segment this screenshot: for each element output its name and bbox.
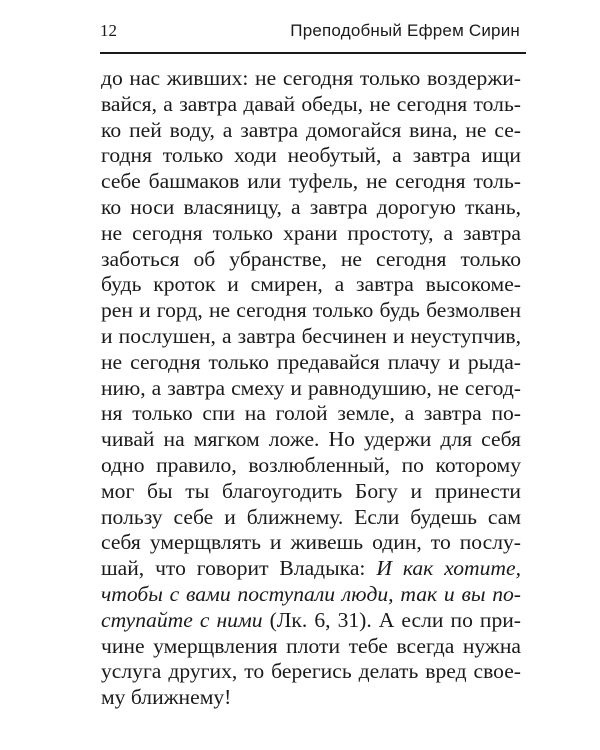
text-line — [101, 169, 521, 195]
text-segment: не сегодня только предавайся плачу и рыда- — [101, 349, 521, 374]
page-number: 12 — [100, 21, 117, 40]
text-line — [101, 118, 521, 144]
text-segment: шай, что говорит Владыка: — [101, 556, 377, 581]
text-segment: нию, а завтра смеху и равнодушию, не сегод- — [101, 375, 521, 400]
running-header — [100, 20, 520, 48]
text-segment: му ближнему! — [101, 685, 232, 710]
text-line — [101, 350, 521, 376]
text-line — [101, 634, 521, 660]
text-line — [101, 453, 521, 479]
text-segment: себя умерщвлять и живешь один, то послу- — [101, 530, 521, 555]
text-line — [101, 556, 521, 582]
text-segment: (Лк. 6, 31). А если по при- — [262, 607, 521, 632]
running-title: Преподобный Ефрем Сирин — [290, 21, 520, 40]
text-segment: пользу себе и ближнему. Если будешь сам — [101, 504, 521, 529]
text-line — [101, 298, 521, 324]
text-segment: ко пей воду, а завтра домогайся вина, не се- — [101, 117, 521, 142]
text-line — [101, 505, 521, 531]
text-segment: годня только ходи необутый, а завтра ищи — [101, 143, 521, 168]
text-segment: чивай на мягком ложе. Но удержи для себя — [101, 427, 521, 452]
text-line — [101, 92, 521, 118]
text-segment: до нас живших: не сегодня только воздержи- — [101, 66, 521, 90]
text-line — [101, 272, 521, 298]
text-segment: одно правило, возлюбленный, по которому — [101, 452, 521, 477]
text-line — [101, 221, 521, 247]
text-line — [101, 401, 521, 427]
text-line — [101, 143, 521, 169]
text-line — [101, 376, 521, 402]
text-line — [101, 685, 521, 711]
text-segment: услуга других, то берегись делать вред свое- — [101, 659, 521, 684]
text-segment: рен и горд, не сегодня только будь безмолвен — [101, 298, 521, 323]
text-segment: и послушен, а завтра бесчинен и неуступчив, — [101, 323, 521, 348]
text-segment: вайся, а завтра давай обеды, не сегодня толь- — [101, 91, 521, 116]
text-line — [101, 582, 521, 608]
text-line — [101, 195, 521, 221]
italic-quote-segment: ступайте с ними — [101, 607, 263, 632]
italic-quote-segment: чтобы с вами поступали люди, так и вы по- — [101, 581, 521, 606]
text-line — [101, 659, 521, 685]
text-segment: заботься об убранстве, не сегодня только — [101, 246, 521, 271]
text-segment: чине умерщвления плоти тебе всегда нужна — [101, 633, 521, 658]
text-line — [101, 427, 521, 453]
text-line — [101, 479, 521, 505]
header-rule — [100, 52, 526, 54]
body-text — [101, 66, 521, 711]
text-line — [101, 66, 521, 92]
text-line — [101, 247, 521, 273]
text-segment: ко носи власяницу, а завтра дорогую ткань, — [101, 194, 521, 219]
text-line — [101, 324, 521, 350]
text-segment: мог бы ты благоугодить Богу и принести — [101, 478, 521, 503]
text-segment: не сегодня только храни простоту, а завтра — [101, 220, 521, 245]
italic-quote-segment: И как хотите, — [376, 556, 521, 581]
text-line — [101, 608, 521, 634]
text-segment: ня только спи на голой земле, а завтра по- — [101, 401, 521, 426]
text-segment: будь кроток и смирен, а завтра высокоме- — [101, 272, 521, 297]
text-line — [101, 530, 521, 556]
text-segment: себе башмаков или туфель, не сегодня толь- — [101, 169, 521, 194]
